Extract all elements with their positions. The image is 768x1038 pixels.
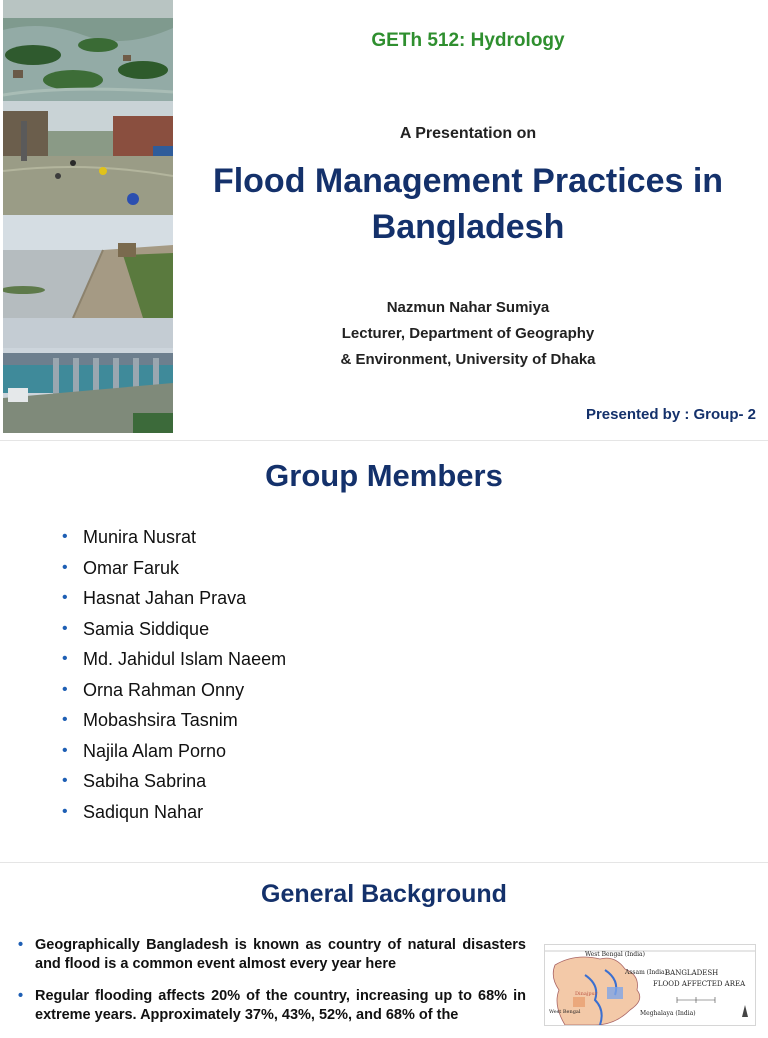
presentation-title [190,158,746,250]
member-name: Sadiqun Nahar [83,801,204,822]
bullet-text: Regular flooding affects 20% of the country, increasing up to 68% in extreme years. Approximately 37%, 43%, 52%, and 68% of the [35,988,526,1023]
flood-affected-area-map [544,944,756,1026]
list-item [18,987,526,1025]
general-background-heading: General Background [261,880,507,908]
flooded-village-photo [3,0,173,101]
member-name: Md. Jahidul Islam Naeem [83,649,287,669]
presenter-role-2: & Environment, University of Dhaka [340,351,596,368]
presenter-info [300,295,636,373]
barrage-photo [3,318,173,433]
bullet-text: Geographically Bangladesh is known as country of natural disasters and flood is a common event almost every year here [35,937,526,972]
map-label: West Bengal (India) [585,951,645,958]
title-line-1: Flood Management Practices in [212,162,724,200]
bullet-icon: • [62,619,68,637]
river-embankment-photo [3,215,173,318]
group-members-heading: Group Members [265,458,503,493]
bullet-icon: • [18,937,24,953]
bullet-icon: • [62,528,68,545]
list-item [62,553,286,584]
list-item [62,766,286,797]
bullet-icon: • [18,988,24,1004]
map-title: BANGLADESH [665,969,719,977]
map-label: Meghalaya (India) [640,1010,696,1017]
member-name: Samia Siddique [83,618,210,639]
presenter-name: Nazmun Nahar Sumiya [386,299,550,316]
member-name: Omar Faruk [83,557,180,578]
map-label: Assam (India) [625,969,667,976]
bullet-icon: • [62,650,68,667]
bullet-icon: • [62,772,68,789]
member-name: Hasnat Jahan Prava [83,588,247,608]
member-name: Mobashsira Tasnim [83,710,238,730]
list-item [62,583,286,614]
presented-by: Presented by : Group- 2 [585,406,756,423]
list-item [62,522,286,553]
list-item [62,614,286,645]
bullet-icon: • [62,558,68,576]
bullet-icon: • [62,589,68,606]
map-subtitle: FLOOD AFFECTED AREA [653,980,746,988]
bullet-icon: • [62,741,68,759]
presenter-role-1: Lecturer, Department of Geography [341,325,595,342]
member-name: Sabiha Sabrina [83,771,207,791]
list-item [62,736,286,767]
list-item [62,675,286,706]
map-label: Dinajpur [575,991,598,997]
presentation-on-label: A Presentation on [399,125,537,142]
course-code: GETh 512: Hydrology [371,30,565,51]
member-name: Najila Alam Porno [83,740,227,761]
list-item [62,705,286,736]
slide-divider [0,862,768,863]
member-name: Orna Rahman Onny [83,679,245,700]
list-item [62,797,286,828]
bullet-icon: • [62,802,68,820]
list-item [18,936,526,974]
background-bullets [18,936,526,1038]
title-line-2: Bangladesh [371,208,565,246]
slide-divider [0,440,768,441]
member-list [62,522,286,827]
bullet-icon: • [62,711,68,728]
list-item [62,644,286,675]
flooded-street-photo [3,101,173,215]
bullet-icon: • [62,680,68,698]
member-name: Munira Nusrat [83,527,197,547]
map-label: West Bengal [549,1009,581,1015]
